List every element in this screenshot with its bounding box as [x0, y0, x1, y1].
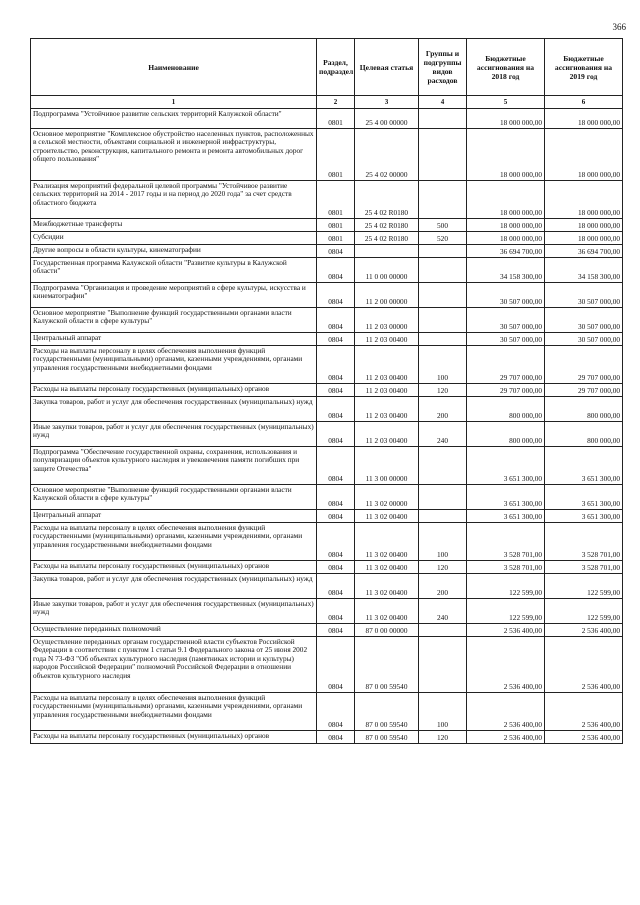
table-row [31, 599, 623, 624]
row-section: 0801 [317, 232, 355, 245]
table-row [31, 219, 623, 232]
table-row [31, 624, 623, 637]
row-name: Другие вопросы в области культуры, кинематографии [31, 245, 317, 258]
row-amount-2019: 3 651 300,00 [545, 447, 623, 485]
row-name: Иные закупки товаров, работ и услуг для обеспечения государственных (муниципальных) нужд [31, 599, 317, 624]
row-target: 87 0 00 59540 [355, 637, 419, 693]
row-name: Расходы на выплаты персоналу в целях обеспечения выполнения функций государственными (муниципальными) органами, казенными учреждениями, органами управления государственными внебюджетными фондами [31, 523, 317, 561]
table-row [31, 181, 623, 219]
table-row [31, 232, 623, 245]
row-section: 0801 [317, 109, 355, 129]
row-section: 0804 [317, 397, 355, 422]
row-name: Расходы на выплаты персоналу государственных (муниципальных) органов [31, 384, 317, 397]
row-section: 0804 [317, 574, 355, 599]
row-target: 25 4 02 R0180 [355, 219, 419, 232]
row-name: Осуществление переданных органам государственной власти субъектов Российской Федерации в соответствии с пунктом 1 статьи 9.1 Федерального закона от 25 июня 2002 года N 73-ФЗ "Об объектах культурного наследия (памятниках истории и культуры) народов Российской Федерации" полномочий Российской Федерации в отношении объектов культурного наследия [31, 637, 317, 693]
row-target: 11 3 02 00400 [355, 599, 419, 624]
page-number: 366 [612, 22, 626, 32]
row-amount-2018: 2 536 400,00 [467, 693, 545, 731]
row-section: 0804 [317, 731, 355, 744]
row-section: 0804 [317, 523, 355, 561]
row-name: Расходы на выплаты персоналу в целях обеспечения выполнения функций государственными (муниципальными) органами, казенными учреждениями, органами управления государственными внебюджетными фондами [31, 693, 317, 731]
header-groups: Группы и подгруппы видов расходов [419, 39, 467, 96]
row-target: 11 3 02 00400 [355, 523, 419, 561]
row-target: 11 2 03 00400 [355, 397, 419, 422]
row-section: 0804 [317, 599, 355, 624]
row-amount-2018: 3 528 701,00 [467, 561, 545, 574]
row-amount-2019: 29 707 000,00 [545, 346, 623, 384]
table-row [31, 384, 623, 397]
row-target: 87 0 00 59540 [355, 731, 419, 744]
row-name: Межбюджетные трансферты [31, 219, 317, 232]
row-amount-2018: 18 000 000,00 [467, 232, 545, 245]
table-row [31, 397, 623, 422]
row-target: 11 2 03 00400 [355, 333, 419, 346]
row-amount-2019: 30 507 000,00 [545, 283, 623, 308]
row-name: Основное мероприятие "Выполнение функций государственными органами власти Калужской области в сфере культуры" [31, 485, 317, 510]
row-name: Расходы на выплаты персоналу государственных (муниципальных) органов [31, 561, 317, 574]
row-target [355, 245, 419, 258]
table-row [31, 308, 623, 333]
row-amount-2019: 18 000 000,00 [545, 109, 623, 129]
table-row [31, 333, 623, 346]
column-number: 2 [317, 96, 355, 109]
row-amount-2018: 3 651 300,00 [467, 447, 545, 485]
row-amount-2019: 30 507 000,00 [545, 333, 623, 346]
budget-table [30, 38, 623, 744]
table-row [31, 245, 623, 258]
row-group: 240 [419, 422, 467, 447]
table-row [31, 561, 623, 574]
row-name: Иные закупки товаров, работ и услуг для обеспечения государственных (муниципальных) нужд [31, 422, 317, 447]
row-target: 11 2 03 00400 [355, 384, 419, 397]
row-name: Основное мероприятие "Выполнение функций государственными органами власти Калужской области в сфере культуры" [31, 308, 317, 333]
table-row [31, 447, 623, 485]
row-amount-2019: 30 507 000,00 [545, 308, 623, 333]
row-section: 0804 [317, 422, 355, 447]
row-section: 0804 [317, 693, 355, 731]
row-group: 100 [419, 693, 467, 731]
row-target: 25 4 02 00000 [355, 129, 419, 181]
row-target: 11 3 02 00400 [355, 574, 419, 599]
column-number: 6 [545, 96, 623, 109]
row-group [419, 333, 467, 346]
row-group [419, 637, 467, 693]
row-amount-2019: 2 536 400,00 [545, 731, 623, 744]
row-target: 11 2 03 00400 [355, 422, 419, 447]
row-amount-2019: 3 651 300,00 [545, 510, 623, 523]
row-amount-2018: 29 707 000,00 [467, 384, 545, 397]
row-amount-2018: 2 536 400,00 [467, 731, 545, 744]
row-name: Расходы на выплаты персоналу государственных (муниципальных) органов [31, 731, 317, 744]
row-group [419, 109, 467, 129]
row-amount-2019: 18 000 000,00 [545, 219, 623, 232]
column-number: 4 [419, 96, 467, 109]
column-number: 5 [467, 96, 545, 109]
row-target: 87 0 00 59540 [355, 693, 419, 731]
table-row [31, 731, 623, 744]
row-group: 520 [419, 232, 467, 245]
row-target: 25 4 00 00000 [355, 109, 419, 129]
row-section: 0804 [317, 333, 355, 346]
table-row [31, 346, 623, 384]
row-amount-2018: 30 507 000,00 [467, 283, 545, 308]
row-amount-2018: 2 536 400,00 [467, 637, 545, 693]
header-row [31, 39, 623, 96]
row-amount-2018: 3 528 701,00 [467, 523, 545, 561]
row-group: 120 [419, 384, 467, 397]
row-section: 0804 [317, 384, 355, 397]
row-name: Основное мероприятие "Комплексное обустройство населенных пунктов, расположенных в сельской местности, объектами социальной и инженерной инфраструктуры, строительство, реконструкция, капитального ремонта и ремонта автомобильных дорог общего пользования" [31, 129, 317, 181]
row-group [419, 283, 467, 308]
row-name: Расходы на выплаты персоналу в целях обеспечения выполнения функций государственными (муниципальными) органами, казенными учреждениями, органами управления государственными внебюджетными фондами [31, 346, 317, 384]
row-section: 0801 [317, 129, 355, 181]
row-group [419, 510, 467, 523]
table-row [31, 637, 623, 693]
row-target: 11 3 00 00000 [355, 447, 419, 485]
row-group: 120 [419, 731, 467, 744]
row-amount-2018: 18 000 000,00 [467, 109, 545, 129]
table-row [31, 574, 623, 599]
row-amount-2018: 18 000 000,00 [467, 181, 545, 219]
row-group [419, 447, 467, 485]
row-target: 11 3 02 00000 [355, 485, 419, 510]
row-section: 0804 [317, 245, 355, 258]
row-amount-2018: 800 000,00 [467, 422, 545, 447]
row-group [419, 485, 467, 510]
header-name: Наименование [31, 39, 317, 96]
row-target: 11 3 02 00400 [355, 561, 419, 574]
row-group: 120 [419, 561, 467, 574]
row-group: 500 [419, 219, 467, 232]
row-amount-2018: 2 536 400,00 [467, 624, 545, 637]
row-section: 0804 [317, 308, 355, 333]
row-group: 100 [419, 523, 467, 561]
row-target: 11 2 03 00400 [355, 346, 419, 384]
row-group: 200 [419, 397, 467, 422]
row-amount-2019: 29 707 000,00 [545, 384, 623, 397]
row-section: 0804 [317, 258, 355, 283]
header-2018: Бюджетные ассигнования на 2018 год [467, 39, 545, 96]
row-section: 0804 [317, 624, 355, 637]
row-amount-2019: 18 000 000,00 [545, 129, 623, 181]
row-name: Центральный аппарат [31, 333, 317, 346]
row-amount-2019: 2 536 400,00 [545, 637, 623, 693]
row-name: Субсидии [31, 232, 317, 245]
row-target: 11 3 02 00400 [355, 510, 419, 523]
row-amount-2019: 2 536 400,00 [545, 624, 623, 637]
row-name: Подпрограмма "Обеспечение государственной охраны, сохранения, использования и популяризации объектов культурного наследия и увековечения памяти погибших при защите Отечества" [31, 447, 317, 485]
row-amount-2018: 34 158 300,00 [467, 258, 545, 283]
column-number: 3 [355, 96, 419, 109]
row-amount-2018: 122 599,00 [467, 599, 545, 624]
row-section: 0804 [317, 510, 355, 523]
row-section: 0804 [317, 637, 355, 693]
row-amount-2018: 36 694 700,00 [467, 245, 545, 258]
row-amount-2019: 800 000,00 [545, 422, 623, 447]
table-row [31, 129, 623, 181]
row-amount-2018: 29 707 000,00 [467, 346, 545, 384]
row-group: 200 [419, 574, 467, 599]
table-row [31, 109, 623, 129]
table-row [31, 258, 623, 283]
row-amount-2019: 18 000 000,00 [545, 232, 623, 245]
row-section: 0804 [317, 485, 355, 510]
row-group [419, 129, 467, 181]
row-section: 0804 [317, 561, 355, 574]
row-group [419, 181, 467, 219]
row-amount-2018: 18 000 000,00 [467, 219, 545, 232]
column-number: 1 [31, 96, 317, 109]
table-row [31, 485, 623, 510]
row-target: 11 2 00 00000 [355, 283, 419, 308]
table-row [31, 693, 623, 731]
column-number-row [31, 96, 623, 109]
row-name: Осуществление переданных полномочий [31, 624, 317, 637]
row-section: 0804 [317, 346, 355, 384]
row-group [419, 624, 467, 637]
row-group [419, 308, 467, 333]
row-group: 100 [419, 346, 467, 384]
row-name: Подпрограмма "Организация и проведение мероприятий в сфере культуры, искусства и кинематографии" [31, 283, 317, 308]
row-amount-2019: 3 651 300,00 [545, 485, 623, 510]
header-2019: Бюджетные ассигнования на 2019 год [545, 39, 623, 96]
row-amount-2019: 36 694 700,00 [545, 245, 623, 258]
row-amount-2018: 18 000 000,00 [467, 129, 545, 181]
table-row [31, 422, 623, 447]
row-amount-2019: 122 599,00 [545, 599, 623, 624]
row-name: Государственная программа Калужской области "Развитие культуры в Калужской области" [31, 258, 317, 283]
row-amount-2018: 30 507 000,00 [467, 308, 545, 333]
row-name: Закупка товаров, работ и услуг для обеспечения государственных (муниципальных) нужд [31, 397, 317, 422]
row-target: 11 2 03 00000 [355, 308, 419, 333]
row-amount-2019: 122 599,00 [545, 574, 623, 599]
row-amount-2018: 800 000,00 [467, 397, 545, 422]
row-section: 0801 [317, 181, 355, 219]
row-amount-2019: 3 528 701,00 [545, 561, 623, 574]
row-amount-2019: 34 158 300,00 [545, 258, 623, 283]
row-amount-2018: 30 507 000,00 [467, 333, 545, 346]
row-group [419, 245, 467, 258]
table-row [31, 283, 623, 308]
row-amount-2018: 122 599,00 [467, 574, 545, 599]
row-target: 87 0 00 00000 [355, 624, 419, 637]
row-amount-2019: 3 528 701,00 [545, 523, 623, 561]
row-name: Реализация мероприятий федеральной целевой программы "Устойчивое развитие сельских территорий на 2014 - 2017 годы и на период до 2020 года" за счет средств областного бюджета [31, 181, 317, 219]
row-amount-2019: 2 536 400,00 [545, 693, 623, 731]
row-section: 0804 [317, 283, 355, 308]
row-group: 240 [419, 599, 467, 624]
row-amount-2019: 800 000,00 [545, 397, 623, 422]
row-name: Подпрограмма "Устойчивое развитие сельских территорий Калужской области" [31, 109, 317, 129]
row-target: 11 0 00 00000 [355, 258, 419, 283]
row-section: 0801 [317, 219, 355, 232]
row-name: Центральный аппарат [31, 510, 317, 523]
row-amount-2019: 18 000 000,00 [545, 181, 623, 219]
table-row [31, 510, 623, 523]
row-group [419, 258, 467, 283]
row-amount-2018: 3 651 300,00 [467, 485, 545, 510]
table-row [31, 523, 623, 561]
row-name: Закупка товаров, работ и услуг для обеспечения государственных (муниципальных) нужд [31, 574, 317, 599]
row-section: 0804 [317, 447, 355, 485]
header-target: Целевая статья [355, 39, 419, 96]
row-amount-2018: 3 651 300,00 [467, 510, 545, 523]
row-target: 25 4 02 R0180 [355, 232, 419, 245]
header-section: Раздел, подраздел [317, 39, 355, 96]
row-target: 25 4 02 R0180 [355, 181, 419, 219]
